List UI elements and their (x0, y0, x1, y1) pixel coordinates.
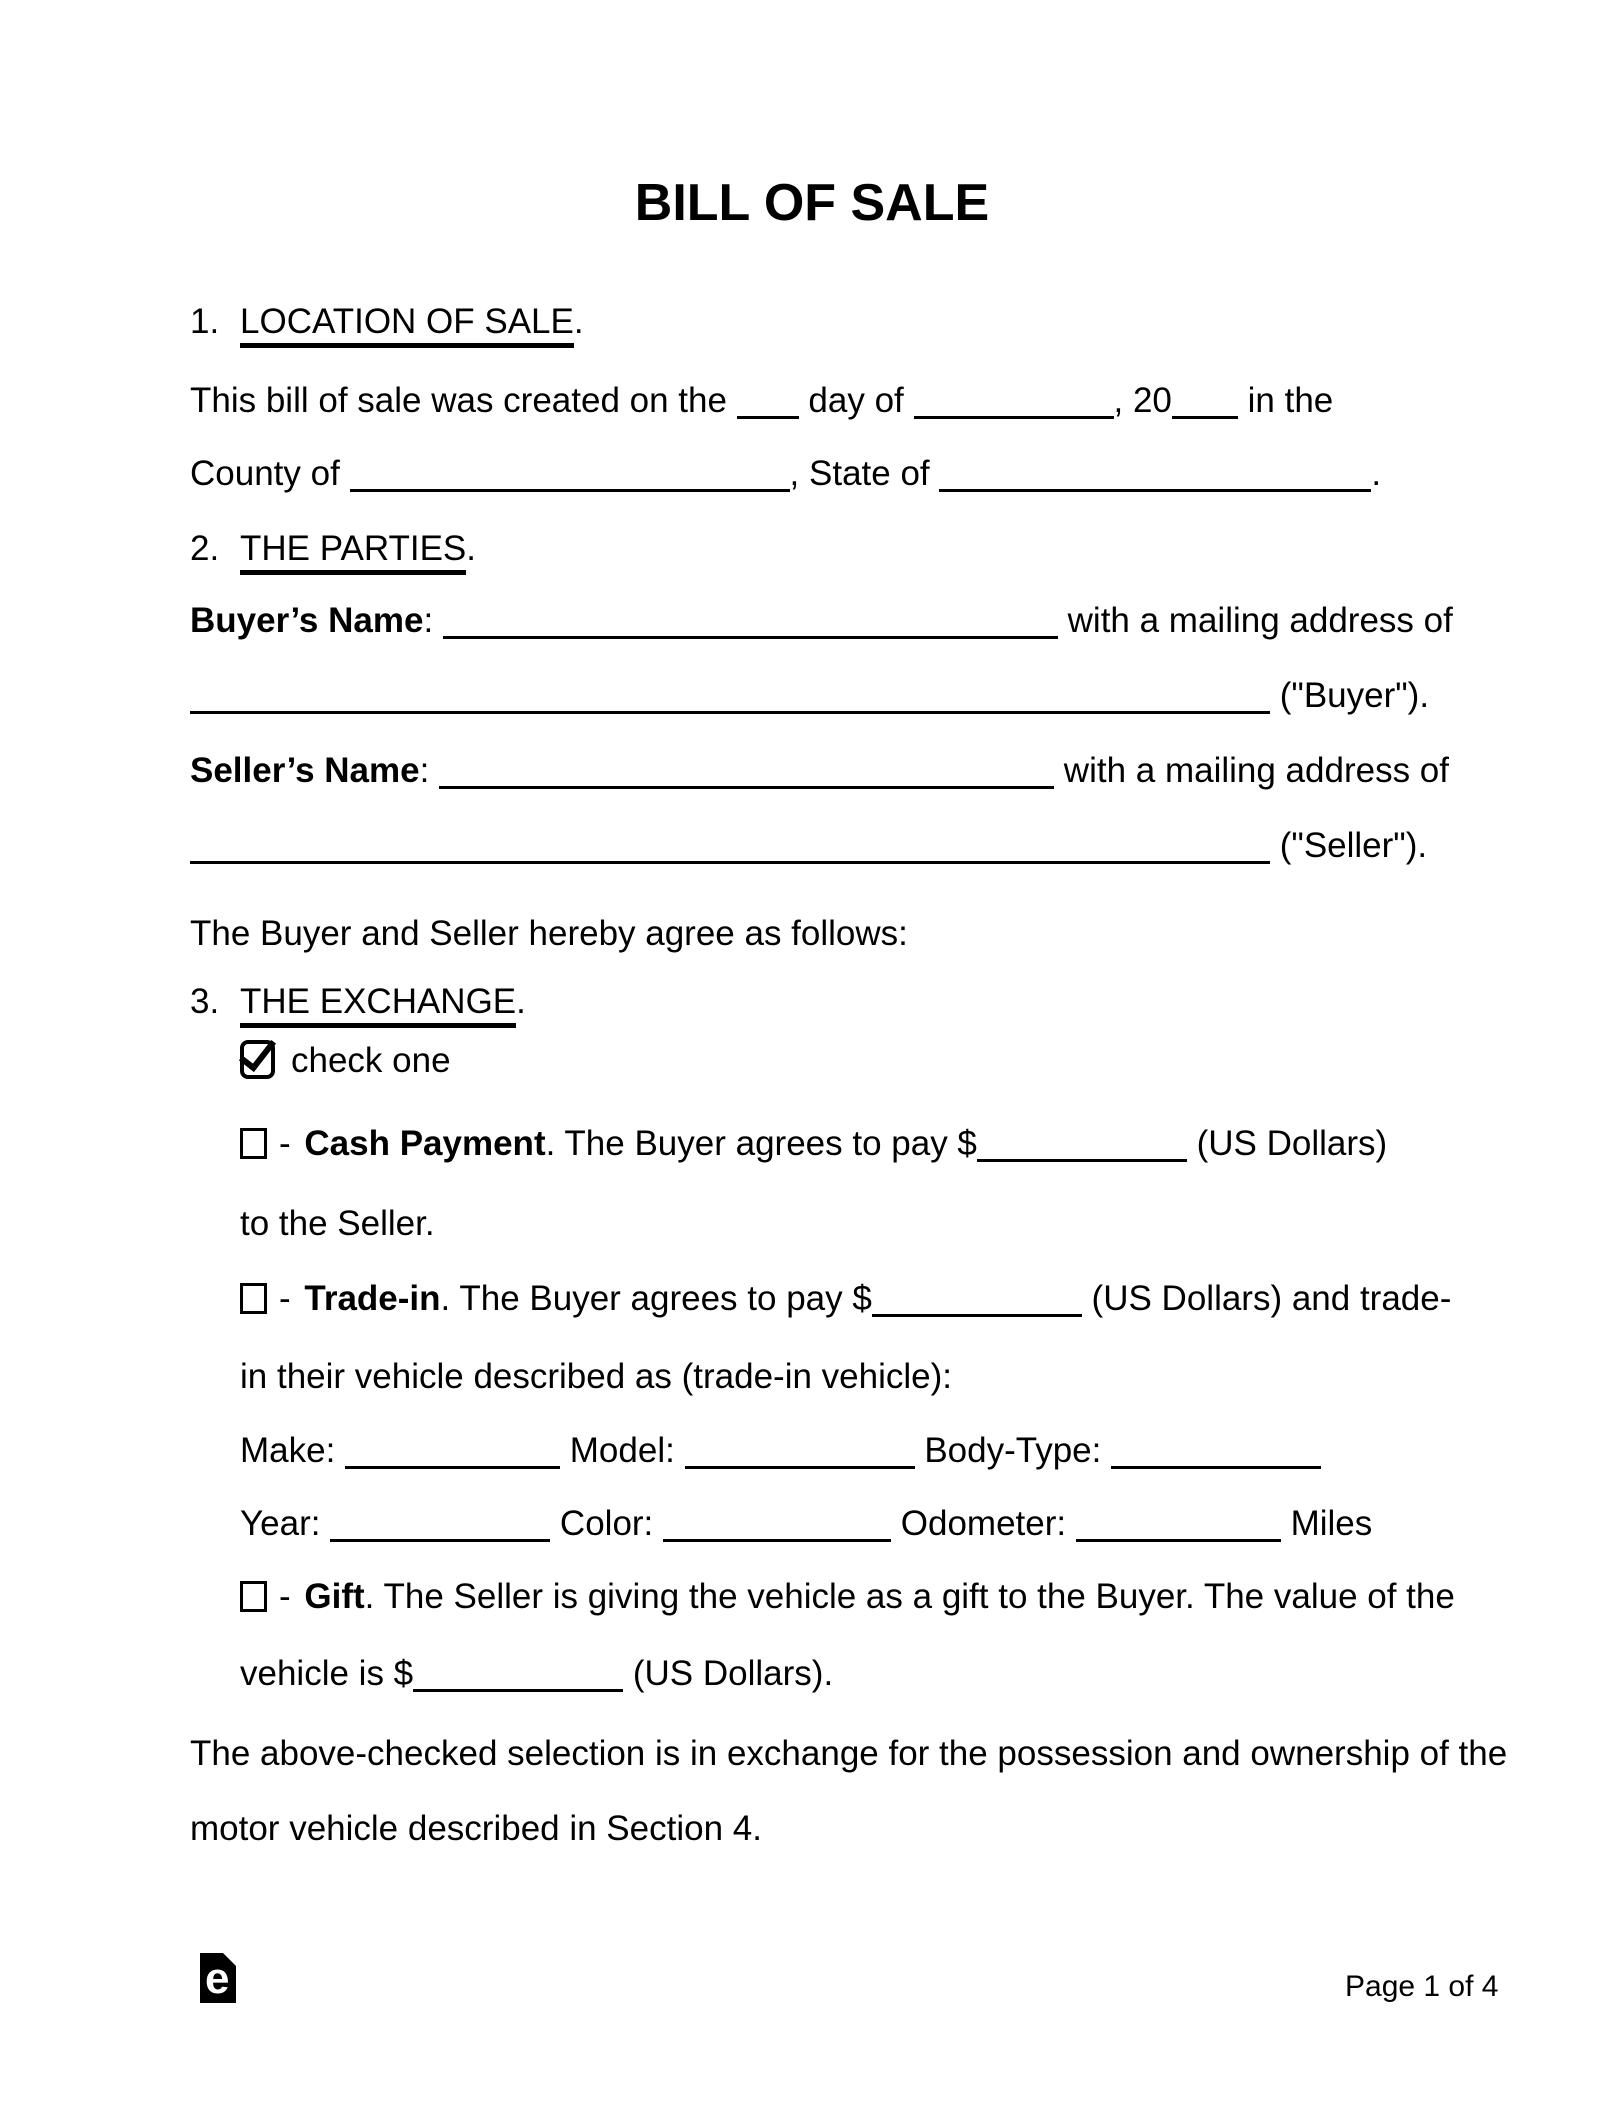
buyer-address-line: ("Buyer"). (190, 673, 1429, 719)
buyer-name-field[interactable] (443, 635, 1058, 639)
check-one-label: check one (291, 1041, 451, 1080)
page-number: Page 1 of 4 (1345, 1970, 1499, 2003)
cash-payment-checkbox[interactable] (240, 1128, 267, 1159)
cash-payment-label: Cash Payment (304, 1124, 546, 1163)
section-3-number: 3. (190, 982, 220, 1021)
section-2-heading-text: THE PARTIES (240, 529, 466, 575)
sale-month-field[interactable] (914, 415, 1114, 419)
sale-day-field[interactable] (737, 415, 799, 419)
make-field[interactable] (345, 1465, 560, 1469)
section-2-heading-period: . (466, 529, 476, 568)
vehicle-fields-line-1 (240, 1428, 1321, 1474)
trade-in-checkbox[interactable] (240, 1283, 267, 1314)
cash-payment-continuation: to the Seller. (240, 1204, 435, 1243)
section-2-number: 2. (190, 529, 220, 568)
gift-checkbox[interactable] (240, 1581, 267, 1612)
section-1-heading (190, 299, 584, 345)
buyer-name-line: Buyer’s Name: with a mailing address of (190, 601, 1453, 640)
seller-name-line: Seller’s Name: with a mailing address of (190, 751, 1449, 790)
trade-in-line: - Trade-in. The Buyer agrees to pay $ (US Dollars) and trade- (240, 1276, 1451, 1322)
cash-amount-field[interactable] (977, 1158, 1187, 1162)
buyer-address-field[interactable] (190, 710, 1270, 714)
make-label: Make: (240, 1431, 336, 1470)
seller-address-line: ("Seller"). (190, 823, 1427, 869)
seller-name-field[interactable] (439, 785, 1054, 789)
cash-payment-line: - Cash Payment. The Buyer agrees to pay $ (US Dollars) (240, 1121, 1387, 1167)
section-2-heading (190, 526, 476, 572)
vehicle-fields-line-2 (240, 1501, 1372, 1547)
eforms-document-icon (200, 1953, 236, 2003)
agreement-intro-line: The Buyer and Seller hereby agree as follows: (190, 914, 908, 953)
trade-amount-field[interactable] (872, 1313, 1082, 1317)
county-field[interactable] (350, 488, 790, 492)
location-sentence-line-1: This bill of sale was created on the day of , 20 in the (190, 381, 1334, 420)
gift-amount-field[interactable] (413, 1688, 623, 1692)
gift-line: - Gift. The Seller is giving the vehicle as a gift to the Buyer. The value of the (240, 1574, 1455, 1620)
state-field[interactable] (939, 488, 1371, 492)
eforms-logo-letter: e (205, 1954, 230, 2003)
closing-line-2: motor vehicle described in Section 4. (190, 1809, 762, 1848)
document-title: BILL OF SALE (634, 174, 990, 232)
check-one-line (240, 1038, 451, 1084)
trade-in-continuation: in their vehicle described as (trade-in vehicle): (240, 1357, 952, 1396)
year-label: Year: (240, 1504, 321, 1543)
model-label: Model: (569, 1431, 675, 1470)
section-1-number: 1. (190, 302, 220, 341)
checked-checkbox-icon[interactable] (240, 1040, 275, 1079)
vehicle-year-field[interactable] (330, 1538, 550, 1542)
miles-label: Miles (1290, 1504, 1373, 1543)
sale-year-field[interactable] (1172, 415, 1238, 419)
check-mark-icon (239, 1032, 276, 1072)
seller-address-field[interactable] (190, 860, 1270, 864)
location-sentence-line-2: County of , State of . (190, 454, 1382, 493)
odometer-field[interactable] (1076, 1538, 1281, 1542)
color-label: Color: (559, 1504, 654, 1543)
body-type-label: Body-Type: (924, 1431, 1102, 1470)
section-1-heading-period: . (573, 302, 584, 341)
body-type-field[interactable] (1111, 1465, 1321, 1469)
section-3-heading-period: . (516, 982, 526, 1021)
model-field[interactable] (685, 1465, 915, 1469)
section-3-heading (190, 979, 526, 1025)
section-1-heading-text: LOCATION OF SALE (240, 302, 574, 348)
trade-in-label: Trade-in (304, 1279, 441, 1318)
closing-line-1: The above-checked selection is in exchange for the possession and ownership of the (190, 1734, 1508, 1773)
section-3-heading-text: THE EXCHANGE (240, 982, 516, 1028)
color-field[interactable] (663, 1538, 891, 1542)
seller-name-label: Seller’s Name (190, 751, 420, 790)
gift-label: Gift (304, 1577, 365, 1616)
gift-value-line: vehicle is $ (US Dollars). (240, 1654, 834, 1693)
buyer-name-label: Buyer’s Name (190, 601, 424, 640)
odometer-label: Odometer: (900, 1504, 1067, 1543)
